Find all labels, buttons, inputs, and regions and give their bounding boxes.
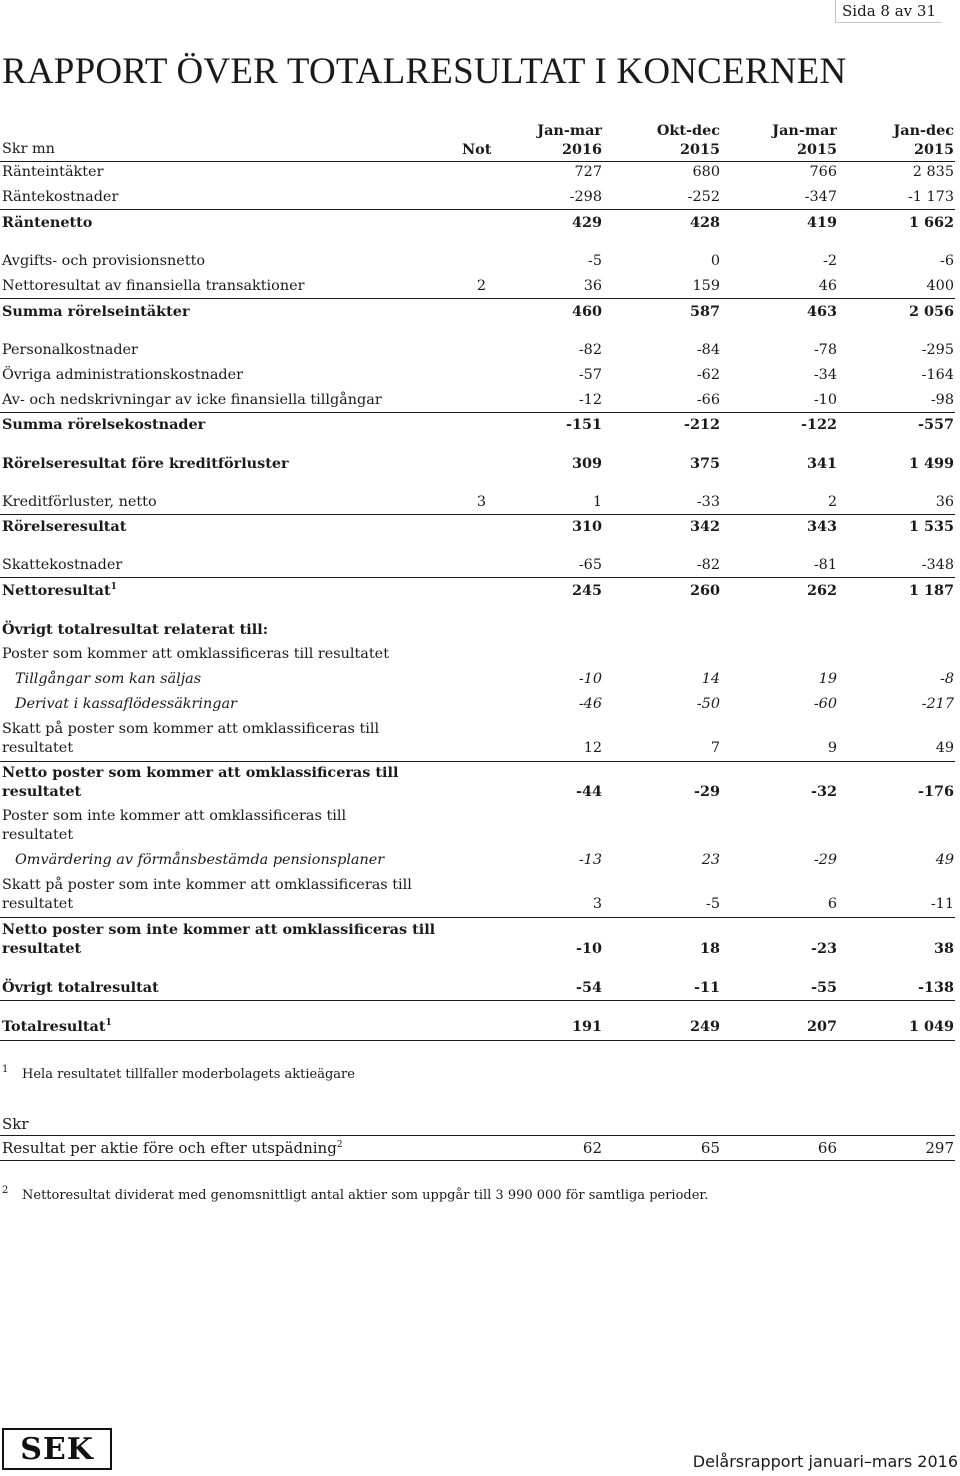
row-value: 159: [692, 278, 720, 294]
row-value: 3: [592, 896, 602, 912]
row-label: Personalkostnader: [2, 342, 138, 358]
row-value: -66: [696, 392, 720, 408]
row-label: Övrigt totalresultat relaterat till:: [2, 621, 269, 638]
row-value: -10: [576, 940, 602, 957]
eps-label-text: Resultat per aktie före och efter utspädning: [2, 1139, 337, 1157]
row-label: Nettoresultat av finansiella transaktioner: [2, 278, 305, 294]
note-header: Not: [462, 141, 492, 158]
row-value: -82: [696, 557, 720, 573]
row-label-cont: resultatet: [2, 827, 74, 843]
row-label: Summa rörelsekostnader: [2, 416, 206, 433]
row-label-cont: resultatet: [2, 783, 82, 800]
col2-year: 2015: [679, 141, 720, 158]
row-value: -11: [694, 979, 720, 996]
row-value: -98: [930, 392, 954, 408]
row-value: -8: [939, 671, 954, 687]
row-label: Övrigt totalresultat: [2, 979, 159, 996]
row-value: -11: [930, 896, 954, 912]
row-note: 3: [476, 494, 486, 510]
row-label-text: Totalresultat: [2, 1018, 106, 1035]
row-value: 310: [571, 518, 602, 535]
row-label: Tillgångar som kan säljas: [15, 671, 202, 687]
row-label-cont: resultatet: [2, 940, 82, 957]
row-value: 429: [571, 214, 602, 231]
row-value: 245: [571, 582, 602, 599]
row-label: Skatt på poster som inte kommer att omklassificeras till: [2, 877, 412, 893]
row-value: -176: [917, 783, 954, 800]
divider: [0, 1000, 955, 1001]
row-value: -34: [813, 367, 837, 383]
divider: [0, 1040, 955, 1041]
row-value: -347: [804, 189, 837, 205]
divider: [0, 917, 955, 918]
row-value: 260: [689, 582, 720, 599]
row-value: 207: [806, 1018, 837, 1035]
row-value: -55: [811, 979, 837, 996]
page-number: Sida 8 av 31: [835, 0, 942, 23]
row-value: 7: [710, 740, 720, 756]
row-value: 419: [806, 214, 837, 231]
eps-label: [2, 1139, 343, 1157]
row-value: 428: [689, 214, 720, 231]
row-value: 1 499: [908, 455, 954, 472]
footnote-ref: 2: [336, 1140, 343, 1150]
eps-unit: Skr: [2, 1115, 29, 1133]
row-value: 6: [827, 896, 837, 912]
row-value: -81: [813, 557, 837, 573]
row-value: 46: [818, 278, 837, 294]
row-value: 49: [935, 852, 954, 868]
divider: [0, 161, 955, 162]
row-value: -2: [822, 253, 837, 269]
row-label: [2, 1018, 112, 1035]
row-value: 2: [827, 494, 837, 510]
row-note: 2: [476, 278, 486, 294]
row-value: 19: [818, 671, 837, 687]
row-value: 400: [926, 278, 954, 294]
footnote-marker: 1: [2, 1064, 9, 1075]
row-value: 1: [592, 494, 602, 510]
row-value: -1 173: [907, 189, 954, 205]
col1-year: 2016: [561, 141, 602, 158]
row-value: -122: [800, 416, 837, 433]
row-value: -12: [578, 392, 602, 408]
row-value: -13: [578, 852, 602, 868]
row-value: 460: [571, 303, 602, 320]
row-label: Netto poster som inte kommer att omklassificeras till: [2, 921, 436, 938]
row-value: -298: [569, 189, 602, 205]
col4-year: 2015: [913, 141, 954, 158]
table-header: [0, 121, 955, 161]
row-label: Skatt på poster som kommer att omklassificeras till: [2, 721, 380, 737]
row-value: -348: [921, 557, 954, 573]
row-value: 342: [689, 518, 720, 535]
row-value: -5: [587, 253, 602, 269]
eps-value: 65: [700, 1139, 720, 1157]
col1-period: Jan-mar: [537, 122, 602, 139]
row-label: Poster som inte kommer att omklassificeras till: [2, 808, 347, 824]
row-value: -6: [939, 253, 954, 269]
row-value: -557: [917, 416, 954, 433]
row-label: Summa rörelseintäkter: [2, 303, 190, 320]
row-value: 38: [933, 940, 954, 957]
row-value: 49: [935, 740, 954, 756]
row-label-text: Nettoresultat: [2, 582, 111, 599]
row-value: -84: [696, 342, 720, 358]
row-value: -60: [813, 696, 837, 712]
row-value: 12: [583, 740, 602, 756]
row-value: 1 535: [908, 518, 954, 535]
row-value: -10: [578, 671, 602, 687]
row-label: Övriga administrationskostnader: [2, 367, 244, 383]
row-value: 727: [574, 164, 602, 180]
row-value: -32: [811, 783, 837, 800]
divider: [0, 412, 955, 413]
divider: [0, 1160, 955, 1161]
row-value: -78: [813, 342, 837, 358]
col3-period: Jan-mar: [772, 122, 837, 139]
row-value: 9: [827, 740, 837, 756]
row-label: Kreditförluster, netto: [2, 494, 157, 510]
row-value: 766: [809, 164, 837, 180]
row-label: Skattekostnader: [2, 557, 123, 573]
row-value: -44: [576, 783, 602, 800]
eps-value: 66: [817, 1139, 837, 1157]
row-value: 14: [701, 671, 720, 687]
eps-value: 297: [925, 1139, 954, 1157]
row-label-cont: resultatet: [2, 740, 74, 756]
row-value: 587: [689, 303, 720, 320]
footnote-ref: 1: [105, 1018, 112, 1029]
row-label: Netto poster som kommer att omklassificeras till: [2, 764, 399, 781]
row-value: -295: [921, 342, 954, 358]
row-value: -252: [687, 189, 720, 205]
row-value: 262: [806, 582, 837, 599]
row-value: 1 662: [908, 214, 954, 231]
row-label-cont: resultatet: [2, 896, 74, 912]
divider: [0, 298, 955, 299]
col2-period: Okt-dec: [656, 122, 720, 139]
report-title: RAPPORT ÖVER TOTALRESULTAT I KONCERNEN: [2, 51, 847, 92]
row-value: -10: [813, 392, 837, 408]
footer-title: Delårsrapport januari–mars 2016: [692, 1452, 958, 1471]
row-value: 1 049: [908, 1018, 954, 1035]
row-value: 341: [806, 455, 837, 472]
row-value: -46: [578, 696, 602, 712]
row-value: -212: [683, 416, 720, 433]
footnote-text: Nettoresultat dividerat med genomsnittligt antal aktier som uppgår till 3 990 000 för samtliga perioder.: [22, 1188, 709, 1203]
row-value: 191: [571, 1018, 602, 1035]
row-value: 343: [806, 518, 837, 535]
divider: [0, 514, 955, 515]
row-value: -33: [696, 494, 720, 510]
row-value: -65: [578, 557, 602, 573]
row-label: Avgifts- och provisionsnetto: [2, 253, 206, 269]
footnote-ref: 1: [110, 582, 117, 593]
row-label: Omvärdering av förmånsbestämda pensionsplaner: [15, 852, 385, 868]
row-label: Poster som kommer att omklassificeras till resultatet: [2, 646, 389, 662]
row-label: Rörelseresultat: [2, 518, 127, 535]
sek-logo: SEK: [2, 1428, 112, 1470]
divider: [0, 1135, 955, 1136]
row-value: -164: [921, 367, 954, 383]
row-value: 309: [571, 455, 602, 472]
row-value: 36: [935, 494, 954, 510]
row-value: -82: [578, 342, 602, 358]
divider: [0, 577, 955, 578]
row-label: Ränteintäkter: [2, 164, 104, 180]
row-value: -62: [696, 367, 720, 383]
row-value: 23: [701, 852, 720, 868]
row-value: 463: [806, 303, 837, 320]
row-value: -57: [578, 367, 602, 383]
col3-year: 2015: [796, 141, 837, 158]
unit-header: Skr mn: [2, 141, 55, 157]
row-value: -23: [811, 940, 837, 957]
row-value: -138: [917, 979, 954, 996]
row-value: 375: [689, 455, 720, 472]
row-value: 0: [710, 253, 720, 269]
row-label: Rörelseresultat före kreditförluster: [2, 455, 289, 472]
row-value: 1 187: [908, 582, 954, 599]
row-value: -151: [565, 416, 602, 433]
footnote-text: Hela resultatet tillfaller moderbolagets aktieägare: [22, 1067, 355, 1082]
row-value: 36: [583, 278, 602, 294]
row-value: -50: [696, 696, 720, 712]
divider: [0, 761, 955, 762]
row-value: -29: [813, 852, 837, 868]
col4-period: Jan-dec: [893, 122, 954, 139]
row-label: Derivat i kassaflödessäkringar: [15, 696, 237, 712]
row-value: 2 056: [908, 303, 954, 320]
row-value: -5: [705, 896, 720, 912]
row-value: 249: [689, 1018, 720, 1035]
row-label: Av- och nedskrivningar av icke finansiella tillgångar: [2, 392, 382, 408]
row-value: 2 835: [912, 164, 954, 180]
row-value: -217: [921, 696, 954, 712]
footnote-marker: 2: [2, 1185, 9, 1196]
eps-value: 62: [582, 1139, 602, 1157]
row-label: Räntekostnader: [2, 189, 119, 205]
row-value: -54: [576, 979, 602, 996]
row-value: -29: [694, 783, 720, 800]
row-value: 680: [692, 164, 720, 180]
row-label: Räntenetto: [2, 214, 93, 231]
row-label: [2, 582, 117, 599]
row-value: 18: [699, 940, 720, 957]
divider: [0, 209, 955, 210]
